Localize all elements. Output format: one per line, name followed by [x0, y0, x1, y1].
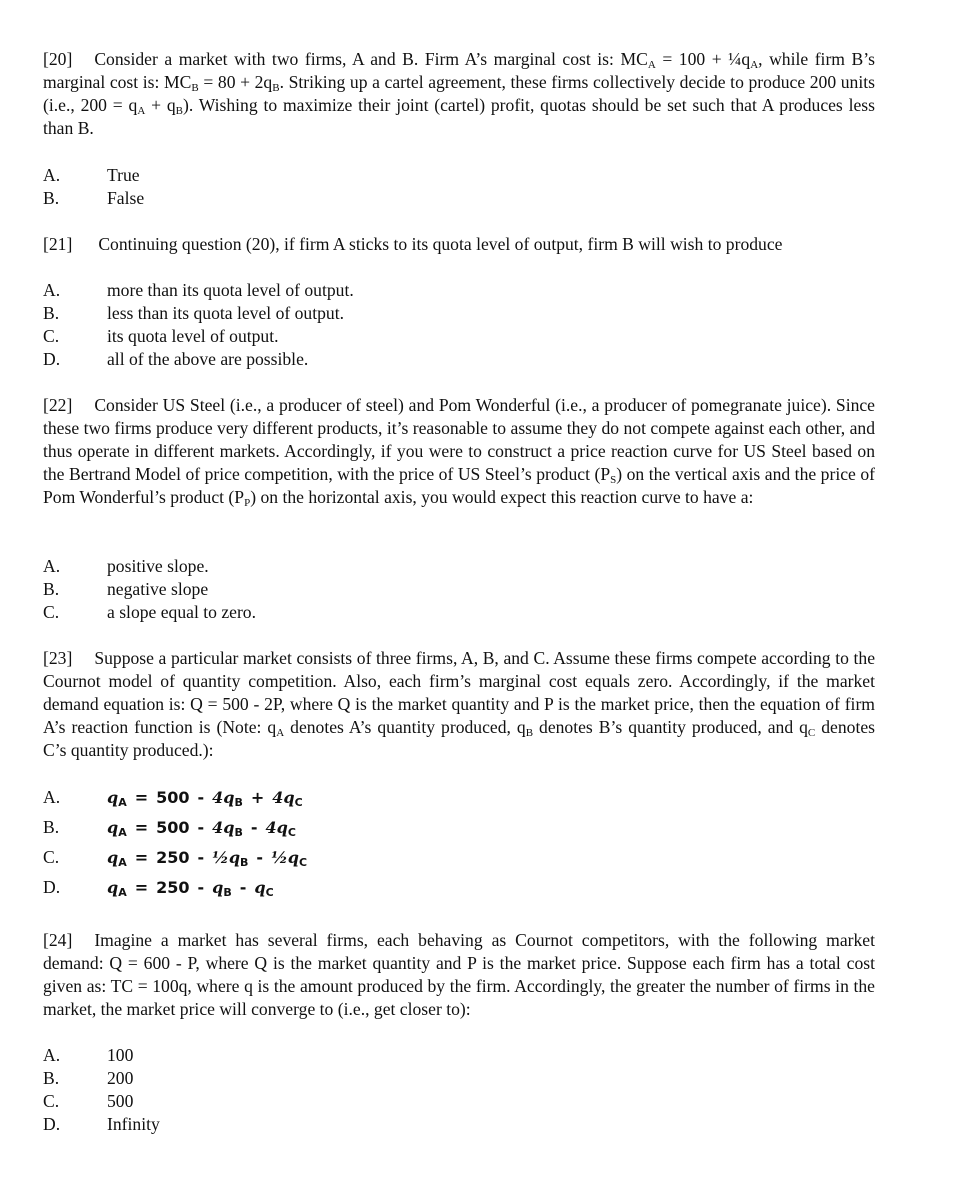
answer-option[interactable]: C. $q_A = 250$ - $\frac{1}{2}q_B$ - $\frac{1}{2}q_C$ — [43, 847, 308, 869]
answer-option[interactable]: A. True — [43, 165, 140, 185]
answer-option[interactable]: A. positive slope. — [43, 556, 209, 576]
answer-option[interactable]: B. 200 — [43, 1068, 134, 1088]
answer-option[interactable]: A. 100 — [43, 1045, 134, 1065]
equation: $q_A = 500 - 4q_B - 4q_C$ — [107, 818, 296, 839]
answer-option[interactable]: B. less than its quota level of output. — [43, 303, 344, 323]
question-22-options — [43, 555, 875, 624]
answer-option[interactable]: A. $q_A = 500 - 4q_B + 4q_C$ — [43, 787, 303, 809]
answer-option[interactable]: D. Infinity — [43, 1114, 160, 1134]
question-20-options — [43, 164, 875, 210]
answer-option[interactable]: B. $q_A = 500 - 4q_B - 4q_C$ — [43, 817, 296, 839]
question-24-options — [43, 1044, 875, 1136]
equation: $q_A = 500 - 4q_B + 4q_C$ — [107, 788, 303, 809]
question-22: [22] Consider US Steel (i.e., a producer of steel) and Pom Wonderful (i.e., a producer of pomegranate juice). Since these two firms produce very different products, it’s reasonable to assume they do not compete against each other, and thus operate in different markets. Accordingly, if you were to construct a price reaction curve for US Steel based on the Bertrand Model of price competition, with the price of US Steel’s product $(P_S)$ on the vertical axis and the price of Pom Wonderful’s product $(P_P)$ on the horizontal axis, you would expect this reaction curve to have a: — [43, 395, 875, 509]
answer-option[interactable]: D. $q_A = 250 - q_B - q_C$ — [43, 877, 274, 899]
question-20: [20] Consider a market with two firms, A and B. Firm A’s marginal cost is: $MC_A = 100$ + $\frac{1}{4}q_A$, while firm B’s marginal cost is: $MC_B = 80 + 2q_B$. Striking up a cartel agreement, these firms collectively decide to produce 200 units (i.e., $200 = q_A + q_B$). Wishing to maximize their joint (cartel) profit, quotas should be set such that A produces less than B. — [43, 49, 876, 138]
question-23-options — [43, 786, 875, 906]
answer-option[interactable]: B. False — [43, 188, 145, 208]
question-number: [20] — [43, 49, 73, 69]
answer-option[interactable]: C. a slope equal to zero. — [43, 602, 256, 622]
question-24: [24] Imagine a market has several firms, each behaving as Cournot competitors, with the following market demand: Q = 600 - P, where Q is the market quantity and P is the market price. Suppose each firm has a total cost given as: TC = 100q, where q is the amount produced by the firm. Accordingly, the greater the number of firms in the market, the market price will converge to (i.e., get closer to): — [43, 930, 875, 1019]
question-number: [22] — [43, 395, 73, 415]
answer-option[interactable]: C. 500 — [43, 1091, 134, 1111]
equation: $q_A = 250$ - $\frac{1}{2}q_B$ - $\frac{1}{2}q_C$ — [107, 848, 308, 869]
question-21: [21] Continuing question (20), if firm A sticks to its quota level of output, firm B will wish to produce — [43, 234, 783, 254]
question-21-options — [43, 279, 875, 371]
answer-option[interactable]: D. all of the above are possible. — [43, 349, 309, 369]
answer-option[interactable]: C. its quota level of output. — [43, 326, 279, 346]
question-number: [21] — [43, 234, 73, 254]
answer-option[interactable]: B. negative slope — [43, 579, 209, 599]
equation: $q_A = 250 - q_B - q_C$ — [107, 878, 274, 899]
question-number: [23] — [43, 648, 73, 668]
answer-option[interactable]: A. more than its quota level of output. — [43, 280, 354, 300]
question-number: [24] — [43, 930, 73, 950]
question-23: [23] Suppose a particular market consists of three firms, A, B, and C. Assume these firms compete according to the Cournot model of quantity competition. Also, each firm’s marginal cost equals zero. Accordingly, if the market demand equation is: Q = 500 - 2P, where Q is the market quantity and P is the market price, then the equation of firm A’s reaction function is (Note: $q_A$ denotes A’s quantity produced, $q_B$ denotes B’s quantity produced, and $q_C$ denotes C’s quantity produced.): — [43, 648, 875, 760]
